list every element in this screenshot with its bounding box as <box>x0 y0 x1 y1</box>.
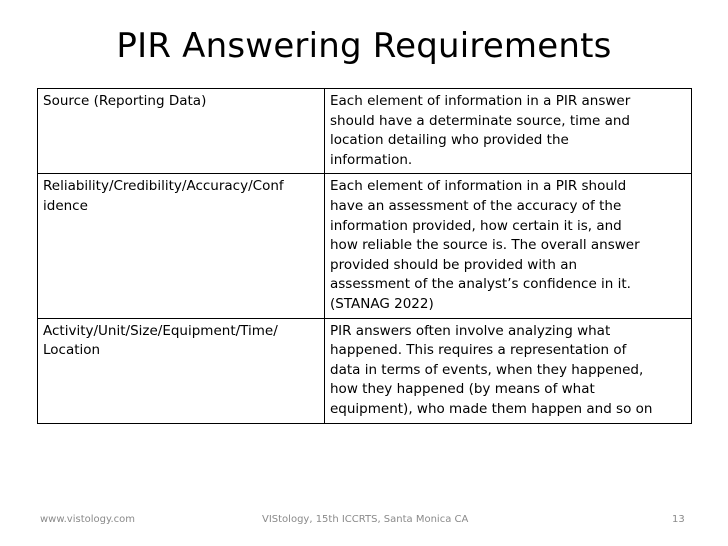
slide-title: PIR Answering Requirements <box>116 26 612 66</box>
footer-page-number: 13 <box>672 514 685 525</box>
table-row <box>38 89 692 174</box>
requirement-term-cell: Activity/Unit/Size/Equipment/Time/ Location <box>38 318 325 423</box>
requirement-description-cell: PIR answers often involve analyzing what happened. This requires a representation of data in terms of events, when they happened, how they happened (by means of what equipment), who made them happen and so on <box>325 318 692 423</box>
requirement-description-cell: Each element of information in a PIR answer should have a determinate source, time and location detailing who provided the information. <box>325 89 692 174</box>
footer-event: VIStology, 15th ICCRTS, Santa Monica CA <box>262 514 469 525</box>
requirement-term-cell: Reliability/Credibility/Accuracy/Conf idence <box>38 174 325 318</box>
requirements-table <box>37 88 692 424</box>
requirement-term-cell: Source (Reporting Data) <box>38 89 325 174</box>
footer-website: www.vistology.com <box>40 514 136 525</box>
table-row <box>38 174 692 318</box>
table-row <box>38 318 692 423</box>
requirement-description-cell: Each element of information in a PIR should have an assessment of the accuracy of the information provided, how certain it is, and how reliable the source is. The overall answer provided should be provided with an assessment of the analyst’s confidence in it. (STANAG 2022) <box>325 174 692 318</box>
